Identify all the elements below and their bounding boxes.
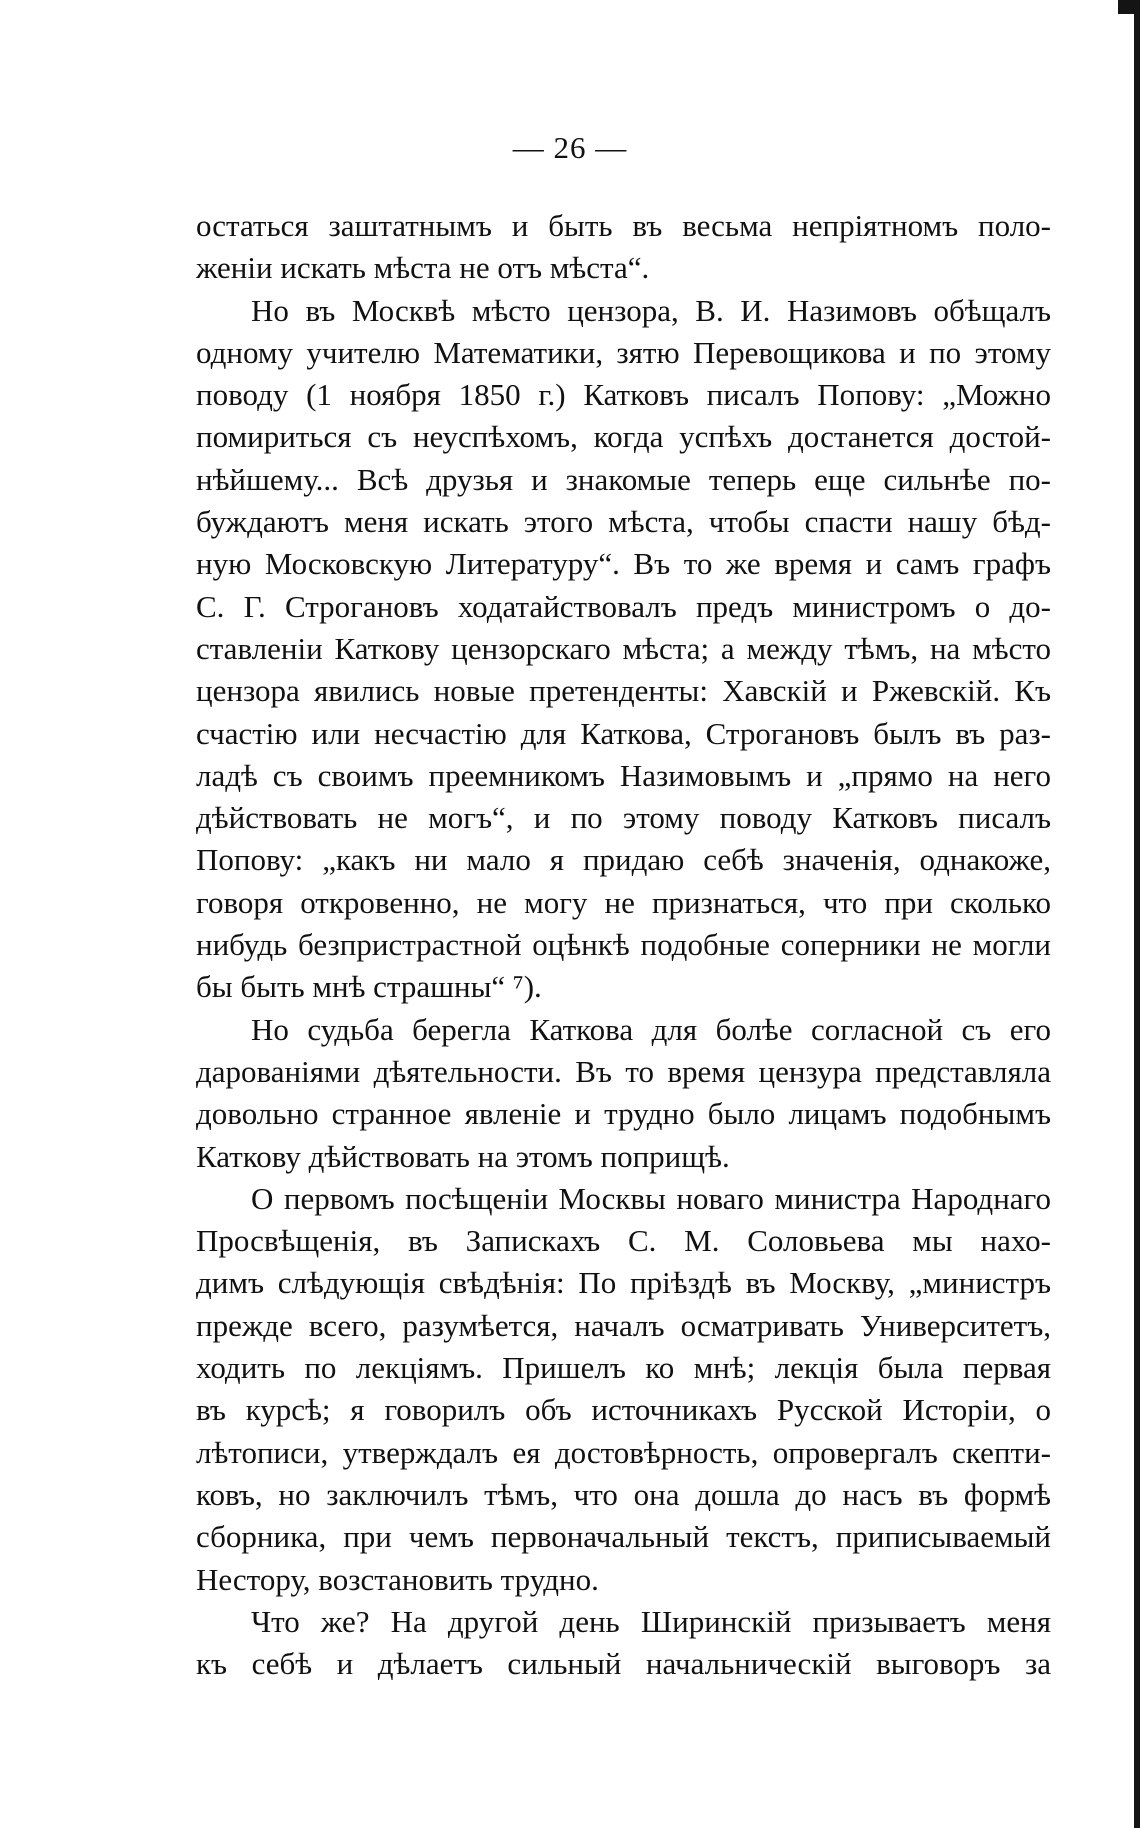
text-line: Каткову дѣйствовать на этомъ поприщѣ. [196,1138,730,1174]
text-line: С. Г. Строгановъ ходатайствовалъ предъ министромъ о до- [196,588,1051,624]
text-line: ладѣ съ своимъ преемникомъ Назимовымъ и „прямо на него [196,757,1051,793]
text-line: ставленіи Каткову цензорскаго мѣста; а между тѣмъ, на мѣсто [196,630,1051,666]
text-line: ковъ, но заключилъ тѣмъ, что она дошла до насъ въ формѣ [196,1476,1051,1512]
text-line: О первомъ посѣщеніи Москвы новаго министра Народнаго [251,1180,1051,1216]
text-line: нѣйшему... Всѣ друзья и знакомые теперь еще сильнѣе по- [196,461,1051,497]
text-line: бы быть мнѣ страшны“ ⁷). [196,969,542,1005]
text-line: помириться съ неуспѣхомъ, когда успѣхъ достанется достой- [196,419,1051,455]
text-line: буждаютъ меня искать этого мѣста, чтобы спасти нашу бѣд- [196,504,1051,540]
text-line: димъ слѣдующія свѣдѣнія: По пріѣздѣ въ Москву, „министръ [196,1265,1051,1301]
text-line: говоря откровенно, не могу не признаться, что при сколько [196,884,1051,920]
text-line: Нестору, возстановить трудно. [196,1561,599,1597]
text-line: Попову: „какъ ни мало я придаю себѣ значенія, однакоже, [196,842,1051,878]
text-line: довольно странное явленіе и трудно было лицамъ подобнымъ [196,1096,1051,1132]
text-line: прежде всего, разумѣется, началъ осматривать Университетъ, [196,1307,1051,1343]
page-edge-corner [1118,0,1140,14]
text-line: остаться заштатнымъ и быть въ весьма непріятномъ поло- [196,208,1051,243]
text-line: Просвѣщенія, въ Запискахъ С. М. Соловьева мы нахо- [196,1223,1051,1259]
text-line: счастію или несчастію для Каткова, Строгановъ былъ въ раз- [196,715,1051,751]
body-text [196,205,1051,1685]
text-line: лѣтописи, утверждалъ ея достовѣрность, опровергалъ скепти- [196,1434,1051,1470]
page-edge-shadow [1134,0,1140,1828]
text-line: цензора явились новые претенденты: Хавскій и Ржевскій. Къ [196,673,1051,709]
text-line: дѣйствовать не могъ“, и по этому поводу Катковъ писалъ [196,800,1051,836]
text-line: Но въ Москвѣ мѣсто цензора, В. И. Назимовъ обѣщалъ [251,292,1051,328]
text-line: нибудь безпристрастной оцѣнкѣ подобные соперники не могли [196,927,1051,963]
text-line: дарованіями дѣятельности. Въ то время цензура представляла [196,1053,1051,1089]
text-line: поводу (1 ноября 1850 г.) Катковъ писалъ Попову: „Можно [196,377,1051,413]
text-line: Что же? На другой день Ширинскій призываетъ меня [251,1603,1051,1639]
text-line: женіи искать мѣста не отъ мѣста“. [196,250,650,286]
text-line: одному учителю Математики, зятю Перевощикова и по этому [196,334,1051,370]
text-line: сборника, при чемъ первоначальный текстъ, приписываемый [196,1519,1051,1555]
text-line: Но судьба берегла Каткова для болѣе согласной съ его [251,1011,1051,1047]
text-line: къ себѣ и дѣлаетъ сильный начальническій выговоръ за [196,1646,1051,1682]
text-line: ходить по лекціямъ. Пришелъ ко мнѣ; лекція была первая [196,1350,1051,1386]
text-line: ную Московскую Литературу“. Въ то же время и самъ графъ [196,546,1051,582]
page-number: — 26 — [512,130,628,165]
text-line: въ курсѣ; я говорилъ объ источникахъ Русской Исторіи, о [196,1392,1051,1428]
